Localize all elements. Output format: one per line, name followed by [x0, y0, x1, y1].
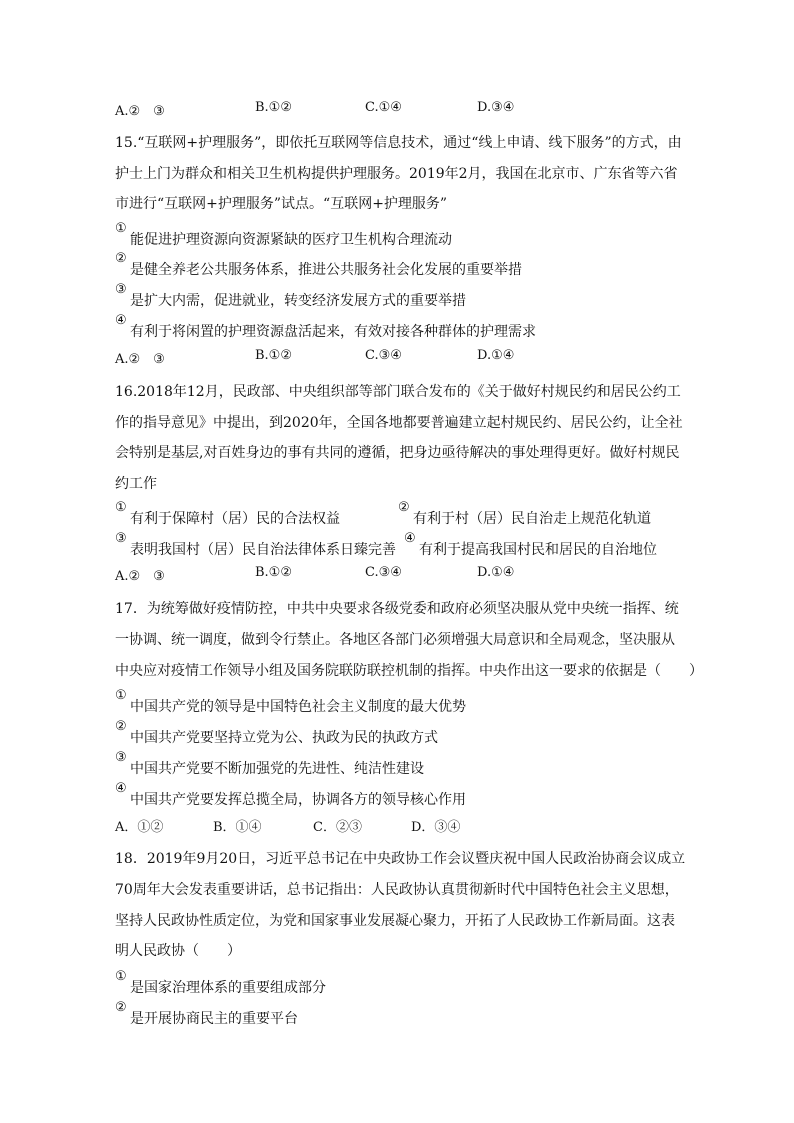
- q17-option-c[interactable]: C．②③: [313, 820, 362, 835]
- q16-statement-2-marker: ②: [398, 500, 410, 515]
- q16-option-a[interactable]: A.② ③: [115, 569, 165, 584]
- q18-statement-2-text: 是开展协商民主的重要平台: [130, 1011, 298, 1027]
- q15-statement-1-text: 能促进护理资源向资源紧缺的医疗卫生机构合理流动: [130, 232, 452, 248]
- q17-statement-1-marker: ①: [115, 688, 127, 703]
- q18-statement-2-marker: ②: [115, 1000, 127, 1015]
- q15-statement-4-text: 有利于将闲置的护理资源盘活起来，有效对接各种群体的护理需求: [130, 324, 536, 340]
- q15-statement-2-text: 是健全养老公共服务体系，推进公共服务社会化发展的重要举措: [130, 262, 522, 278]
- q15-stem-line-3: 市进行“互联网+护理服务”试点。“互联网+护理服务”: [115, 196, 448, 212]
- q17-option-d[interactable]: D．③④: [411, 820, 461, 835]
- q17-statement-3-marker: ③: [115, 750, 127, 765]
- q14-option-c[interactable]: C.①④: [365, 100, 402, 115]
- q17-statement-2-text: 中国共产党要坚持立党为公、执政为民的执政方式: [130, 730, 438, 746]
- q17-stem-line-1: 17．为统筹做好疫情防控，中共中央要求各级党委和政府必须坚决服从党中央统一指挥、统: [115, 601, 679, 617]
- q15-statement-4-marker: ④: [115, 313, 127, 328]
- q17-statement-2-marker: ②: [115, 719, 127, 734]
- q18-statement-1-text: 是国家治理体系的重要组成部分: [130, 980, 326, 996]
- q15-statement-3-marker: ③: [115, 282, 127, 297]
- q16-option-c[interactable]: C.③④: [365, 565, 402, 580]
- q16-statement-1-marker: ①: [115, 500, 127, 515]
- q18-statement-1-marker: ①: [115, 969, 127, 984]
- q18-stem-line-1: 18．2019年9月20日，习近平总书记在中央政协工作会议暨庆祝中国人民政治协商会议成立: [115, 851, 686, 867]
- q16-statement-1-text: 有利于保障村（居）民的合法权益: [130, 511, 340, 527]
- q16-statement-3-marker: ③: [115, 531, 127, 546]
- q14-option-a[interactable]: A.② ③: [115, 104, 165, 119]
- q16-statement-4-marker: ④: [404, 531, 416, 546]
- q16-stem-line-2: 作的指导意见》中提出，到2020年，全国各地都要普遍建立起村规民约、居民公约，让全社: [115, 415, 683, 431]
- q16-stem-line-1: 16.2018年12月，民政部、中央组织部等部门联合发布的《关于做好村规民约和居民公约工: [115, 384, 681, 400]
- q15-statement-1-marker: ①: [115, 221, 127, 236]
- q16-statement-2-text: 有利于村（居）民自治走上规范化轨道: [413, 511, 651, 527]
- q16-statement-3-text: 表明我国村（居）民自治法律体系日臻完善: [130, 542, 396, 558]
- q17-statement-4-text: 中国共产党要发挥总揽全局，协调各方的领导核心作用: [130, 792, 466, 808]
- q15-option-c[interactable]: C.③④: [365, 348, 402, 363]
- q17-statement-4-marker: ④: [115, 781, 127, 796]
- q18-stem-line-4: 明人民政协（ ）: [115, 943, 241, 959]
- q17-stem-line-3: 中央应对疫情工作领导小组及国务院联防联控机制的指挥。中央作出这一要求的依据是（ ）: [115, 663, 703, 679]
- q18-stem-line-3: 坚持人民政协性质定位，为党和国家事业发展凝心聚力，开拓了人民政协工作新局面。这表: [115, 913, 675, 929]
- q15-statement-3-text: 是扩大内需，促进就业，转变经济发展方式的重要举措: [130, 293, 466, 309]
- q17-statement-3-text: 中国共产党要不断加强党的先进性、纯洁性建设: [130, 761, 424, 777]
- q17-options: [115, 816, 675, 836]
- q15-stem-line-2: 护士上门为群众和相关卫生机构提供护理服务。2019年2月，我国在北京市、广东省等六省: [115, 166, 678, 182]
- q17-statement-1-text: 中国共产党的领导是中国特色社会主义制度的最大优势: [130, 699, 466, 715]
- q16-stem-line-3: 会特别是基层,对百姓身边的事有共同的遵循，把身边亟待解决的事处理得更好。做好村规民: [115, 445, 680, 461]
- q18-stem-line-2: 70周年大会发表重要讲话，总书记指出：人民政协认真贯彻新时代中国特色社会主义思想，: [115, 882, 679, 898]
- q15-options: [115, 348, 675, 368]
- q15-option-d[interactable]: D.①④: [477, 348, 515, 363]
- q15-option-a[interactable]: A.② ③: [115, 352, 165, 367]
- q17-stem-line-2: 一协调、统一调度，做到令行禁止。各地区各部门必须增强大局意识和全局观念，坚决服从: [115, 632, 675, 648]
- q16-options: [115, 565, 675, 585]
- q14-option-b[interactable]: B.①②: [255, 100, 292, 115]
- q16-option-d[interactable]: D.①④: [477, 565, 515, 580]
- q17-option-b[interactable]: B．①④: [213, 820, 262, 835]
- q15-statement-2-marker: ②: [115, 251, 127, 266]
- q14-option-d[interactable]: D.③④: [477, 100, 515, 115]
- q16-option-b[interactable]: B.①②: [255, 565, 292, 580]
- q17-option-a[interactable]: A．①②: [115, 820, 164, 835]
- q15-stem-line-1: 15.“互联网+护理服务”，即依托互联网等信息技术，通过“线上申请、线下服务”的方式，由: [115, 135, 682, 151]
- q14-options: [115, 100, 675, 120]
- q15-option-b[interactable]: B.①②: [255, 348, 292, 363]
- q16-statement-4-text: 有利于提高我国村民和居民的自治地位: [419, 542, 657, 558]
- q16-stem-line-4: 约工作: [115, 476, 157, 492]
